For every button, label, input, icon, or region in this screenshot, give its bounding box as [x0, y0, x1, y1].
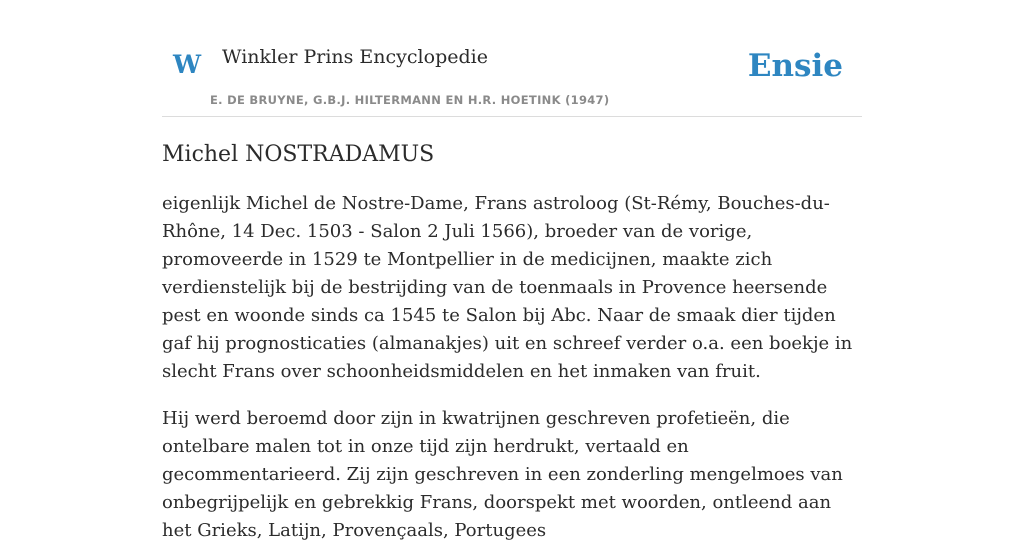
entry-paragraph-1: eigenlijk Michel de Nostre-Dame, Frans astroloog (St-Rémy, Bouches-du-Rhône, 14 Dec. 1503 - Salon 2 Juli 1566), broeder van de vorige, promoveerde in 1529 te Montpellier in de medicijnen, maakte zich verdienstelijk bij de bestrijding van de toenmaals in Provence heersende pest en woonde sinds ca 1545 te Salon bij Abc. Naar de smaak dier tijden gaf hij prognosticaties (almanakjes) uit en schreef verder o.a. een boekje in slecht Frans over schoonheidsmiddelen en het inmaken van fruit.: [162, 192, 853, 382]
source-header: [162, 0, 862, 117]
entry-title: Michel NOSTRADAMUS: [162, 142, 435, 167]
winkler-prins-logo[interactable]: W: [173, 50, 202, 79]
ensie-logo[interactable]: Ensie: [747, 48, 843, 84]
source-title[interactable]: Winkler Prins Encyclopedie: [222, 46, 488, 68]
source-authors: E. DE BRUYNE, G.B.J. HILTERMANN EN H.R. HOETINK (1947): [210, 93, 610, 107]
entry-paragraph-2: Hij werd beroemd door zijn in kwatrijnen geschreven profetieën, die ontelbare malen tot in onze tijd zijn herdrukt, vertaald en gecommentarieerd. Zij zijn geschreven in een zonderling mengelmoes van onbegrijpelijk en gebrekkig Frans, doorspekt met woorden, ontleend aan het Grieks, Latijn, Provençaals, Portugees: [162, 407, 843, 541]
page: [162, 0, 862, 541]
